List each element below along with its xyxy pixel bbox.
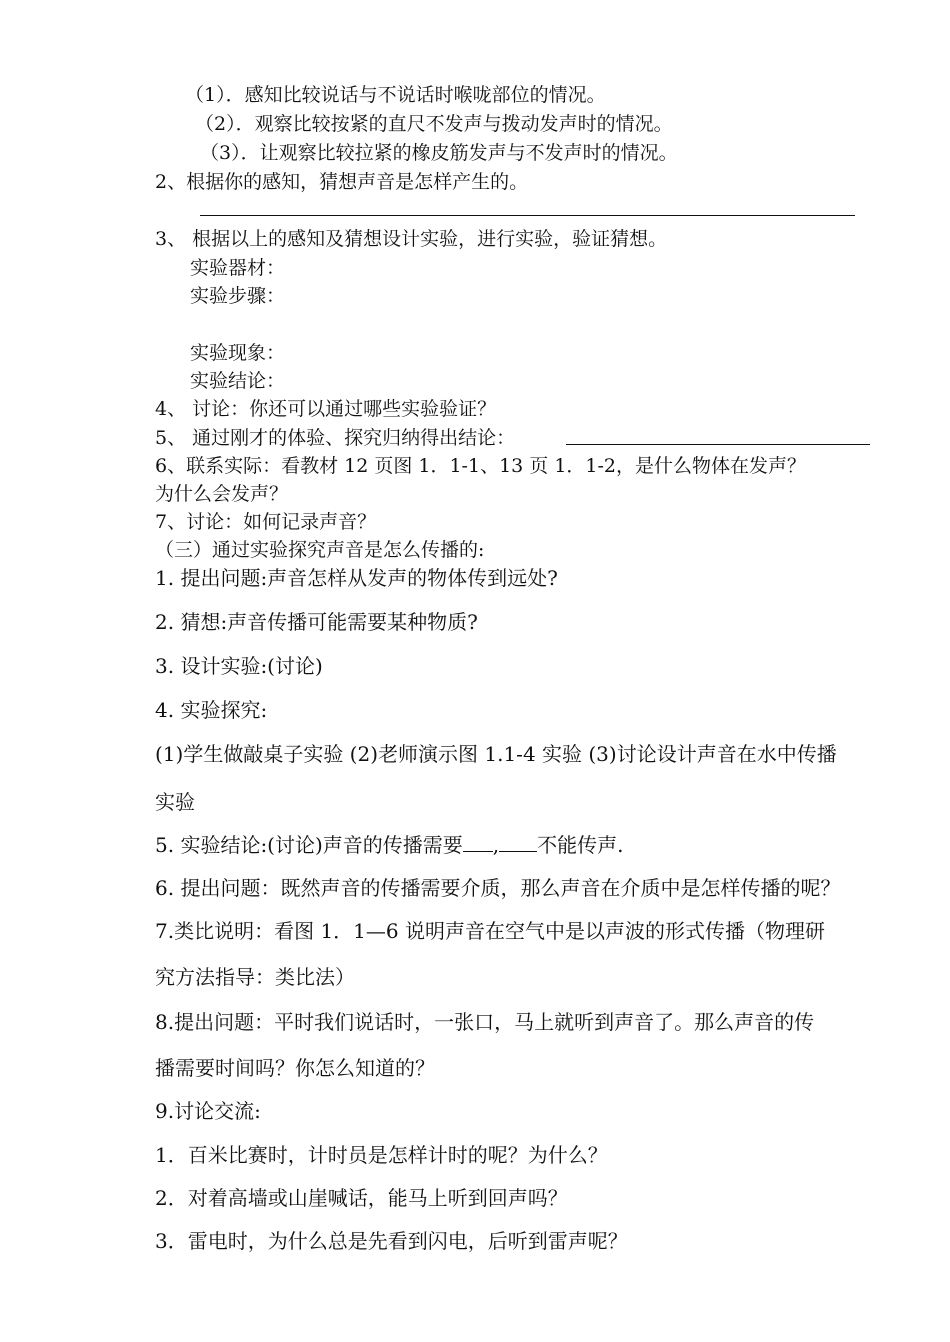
label-steps: 实验步骤： (190, 285, 286, 307)
step-4-explore: 4. 实验探究: (155, 698, 268, 722)
step-5-conclusion (155, 832, 624, 858)
sub-item-2: （2）．观察比较按紧的直尺不发声与拨动发声时的情况。 (195, 113, 673, 135)
item-6-practice-cont: 为什么会发声？ (155, 483, 289, 505)
blank-2 (499, 833, 537, 852)
discussion-q1: 1．百米比赛时，计时员是怎样计时的呢？为什么？ (155, 1143, 608, 1167)
item-4-discussion: 4、 讨论：你还可以通过哪些实验验证？ (155, 398, 497, 420)
label-conclusion: 实验结论： (190, 370, 286, 392)
experiment-list: (1)学生做敲桌子实验 (2)老师演示图 1.1-4 实验 (3)讨论设计声音在水中传播 (155, 742, 837, 766)
answer-underline (200, 215, 855, 216)
step-8-question: 8.提出问题：平时我们说话时，一张口，马上就听到声音了。那么声音的传 (155, 1010, 815, 1034)
discussion-q3: 3．雷电时，为什么总是先看到闪电，后听到雷声呢？ (155, 1229, 628, 1253)
step-7-analogy: 7.类比说明：看图 1．1—6 说明声音在空气中是以声波的形式传播（物理研 (155, 919, 825, 943)
step-9-discussion: 9.讨论交流: (155, 1099, 261, 1123)
item-3-design: 3、 根据以上的感知及猜想设计实验，进行实验，验证猜想。 (155, 228, 668, 250)
step-1-question: 1. 提出问题:声音怎样从发声的物体传到远处? (155, 566, 558, 590)
experiment-list-cont: 实验 (155, 790, 195, 814)
blank-1 (463, 833, 493, 852)
step-5-text: 5. 实验结论:(讨论)声音的传播需要 (155, 833, 463, 857)
label-phenomenon: 实验现象： (190, 342, 286, 364)
item-2-guess: 2、根据你的感知，猜想声音是怎样产生的。 (155, 171, 529, 193)
step-8-question-cont: 播需要时间吗？你怎么知道的？ (155, 1056, 435, 1080)
step-5-tail: 不能传声. (537, 833, 624, 857)
step-7-analogy-cont: 究方法指导：类比法） (155, 965, 355, 989)
item-5-conclusion: 5、 通过刚才的体验、探究归纳得出结论： (155, 427, 516, 449)
step-6-question: 6. 提出问题：既然声音的传播需要介质，那么声音在介质中是怎样传播的呢？ (155, 876, 841, 900)
step-2-guess: 2. 猜想:声音传播可能需要某种物质? (155, 610, 478, 634)
sub-item-3: （3）．让观察比较拉紧的橡皮筋发声与不发声时的情况。 (200, 142, 678, 164)
item-7-record: 7、讨论：如何记录声音？ (155, 511, 377, 533)
item-6-practice: 6、联系实际：看教材 12 页图 1．1-1、13 页 1．1-2，是什么物体在发声？ (155, 455, 807, 477)
step-3-design: 3. 设计实验:(讨论) (155, 654, 323, 678)
label-equipment: 实验器材： (190, 257, 286, 279)
discussion-q2: 2．对着高墙或山崖喊话，能马上听到回声吗？ (155, 1186, 568, 1210)
section-3-heading: （三）通过实验探究声音是怎么传播的: (155, 539, 485, 561)
sub-item-1: （1）．感知比较说话与不说话时喉咙部位的情况。 (185, 84, 606, 106)
blank-separator: , (492, 833, 500, 857)
conclusion-underline (566, 444, 870, 445)
